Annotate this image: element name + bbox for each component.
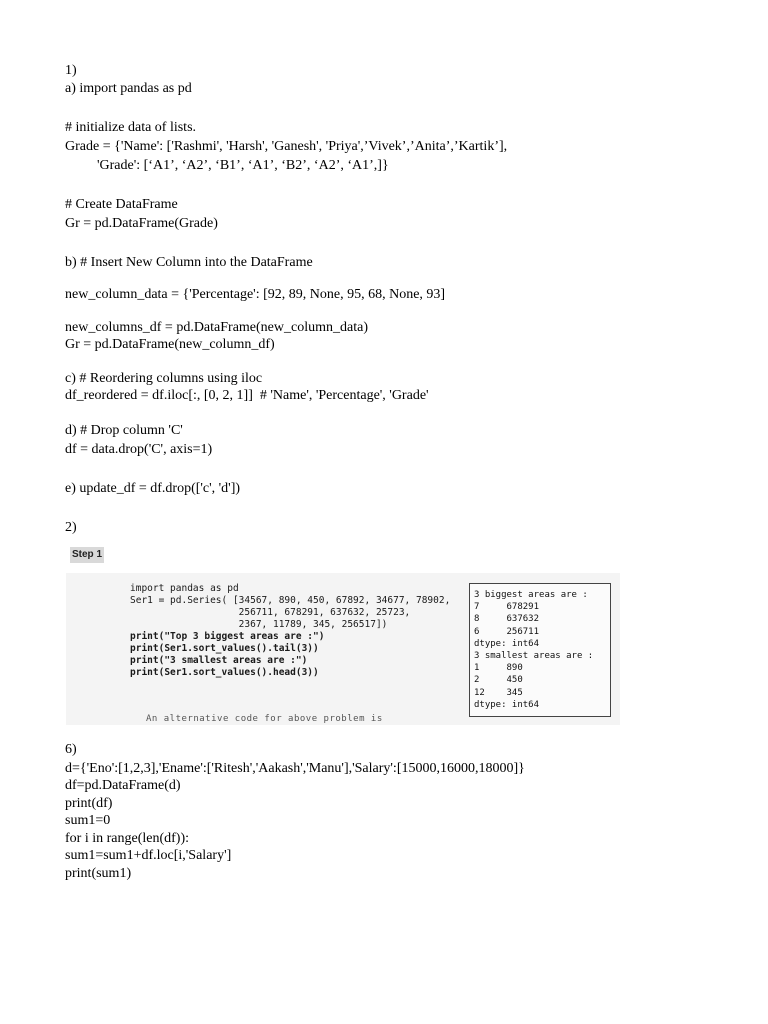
step-label: Step 1 bbox=[70, 547, 104, 563]
code-line: 2367, 11789, 345, 256517]) bbox=[130, 619, 388, 630]
q6-line5: for i in range(len(df)): bbox=[65, 831, 189, 846]
output-line: dtype: int64 bbox=[474, 699, 540, 710]
q6-line6: sum1=sum1+df.loc[i,'Salary'] bbox=[65, 848, 232, 863]
q1-number: 1) bbox=[65, 63, 77, 78]
q1-part-b: b) # Insert New Column into the DataFrame bbox=[65, 255, 313, 270]
q6-line2: df=pd.DataFrame(d) bbox=[65, 778, 181, 793]
output-line: 1 890 bbox=[474, 663, 523, 674]
output-line: 2 450 bbox=[474, 675, 523, 686]
code-line: print(Ser1.sort_values().tail(3)) bbox=[130, 643, 319, 654]
code-block bbox=[130, 583, 450, 679]
q6-line4: sum1=0 bbox=[65, 813, 111, 828]
code-screenshot bbox=[66, 573, 620, 725]
q1-gr-line2: Gr = pd.DataFrame(new_column_df) bbox=[65, 337, 275, 352]
q6-line3: print(df) bbox=[65, 796, 113, 811]
q1-new-column-data: new_column_data = {'Percentage': [92, 89, None, 95, 68, None, 93] bbox=[65, 287, 446, 302]
code-line: print("Top 3 biggest areas are :") bbox=[130, 631, 325, 642]
output-line: 7 678291 bbox=[474, 602, 540, 613]
q1-new-columns-df: new_columns_df = pd.DataFrame(new_column_data) bbox=[65, 320, 368, 335]
code-line: 256711, 678291, 637632, 25723, bbox=[130, 607, 411, 618]
cut-off-text: An alternative code for above problem is bbox=[146, 714, 383, 724]
q6-line1: d={'Eno':[1,2,3],'Ename':['Ritesh','Aakash','Manu'],'Salary':[15000,16000,18000]} bbox=[65, 761, 525, 776]
q1-part-c: c) # Reordering columns using iloc bbox=[65, 371, 263, 386]
output-line: 3 biggest areas are : bbox=[474, 590, 588, 600]
output-line: dtype: int64 bbox=[474, 638, 540, 649]
code-line: print("3 smallest areas are :") bbox=[130, 655, 308, 666]
output-box bbox=[469, 583, 611, 717]
q1-comment-create: # Create DataFrame bbox=[65, 197, 178, 212]
output-line: 6 256711 bbox=[474, 626, 540, 637]
q1-comment-init: # initialize data of lists. bbox=[65, 120, 197, 135]
q1-part-e: e) update_df = df.drop(['c', 'd']) bbox=[65, 481, 241, 496]
q1-part-d-code: df = data.drop('C', axis=1) bbox=[65, 442, 213, 457]
code-line: import pandas as pd bbox=[130, 583, 239, 594]
code-line: Ser1 = pd.Series( [34567, 890, 450, 67892, 34677, 78902, bbox=[130, 595, 451, 606]
q6-line7: print(sum1) bbox=[65, 866, 132, 881]
output-line: 3 smallest areas are : bbox=[474, 651, 594, 662]
output-line: 12 345 bbox=[474, 687, 523, 698]
q1-part-d: d) # Drop column 'C' bbox=[65, 423, 183, 438]
q1-grade-line2: 'Grade': [‘A1’, ‘A2’, ‘B1’, ‘A1’, ‘B2’, ‘A2’, ‘A1’,]} bbox=[97, 158, 389, 173]
output-text bbox=[470, 584, 610, 716]
q2-number: 2) bbox=[65, 520, 77, 535]
code-line: print(Ser1.sort_values().head(3)) bbox=[130, 667, 319, 678]
output-line: 8 637632 bbox=[474, 614, 540, 625]
q1-gr-line: Gr = pd.DataFrame(Grade) bbox=[65, 216, 218, 231]
q1-part-c-code: df_reordered = df.iloc[:, [0, 2, 1]] # 'Name', 'Percentage', 'Grade' bbox=[65, 388, 429, 403]
q1-grade-line1: Grade = {'Name': ['Rashmi', 'Harsh', 'Ganesh', 'Priya',’Vivek’,’Anita’,’Kartik’], bbox=[65, 139, 508, 154]
q1-part-a: a) import pandas as pd bbox=[65, 81, 192, 96]
q6-number: 6) bbox=[65, 742, 77, 757]
